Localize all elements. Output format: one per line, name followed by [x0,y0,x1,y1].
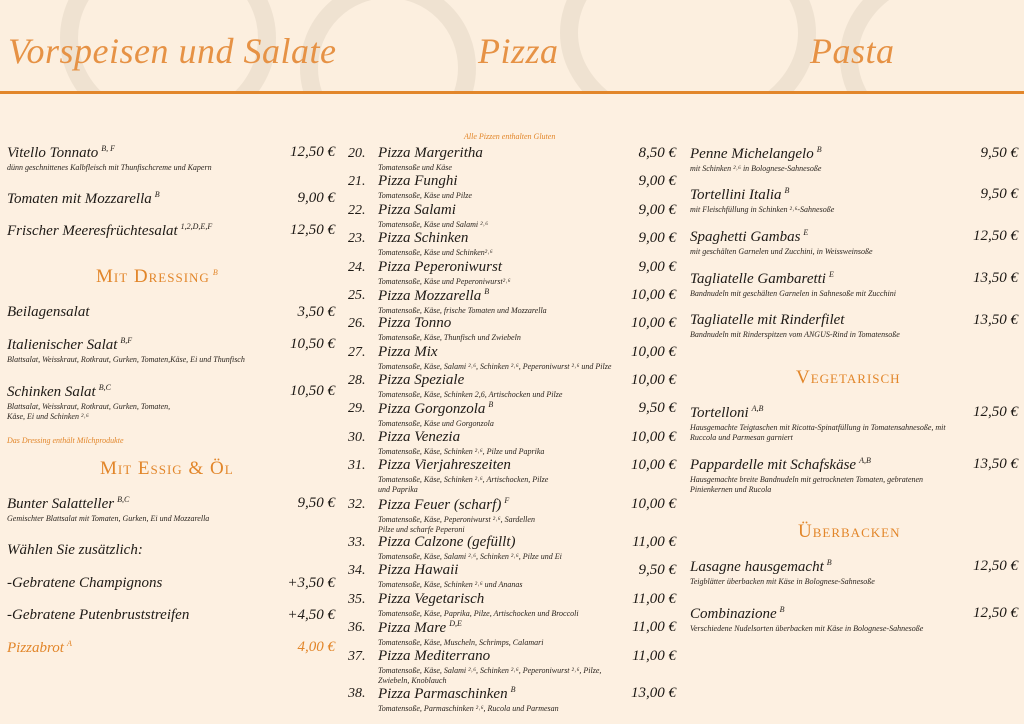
item-name [378,496,535,514]
item-price: 10,00 € [631,496,676,512]
item-name [7,607,189,624]
item-number: 30. [348,430,366,445]
menu-item [7,639,72,657]
section-title-pizza: Pizza [478,31,559,71]
item-name-text: Pizza Vegetarisch [378,591,485,607]
menu-item [690,312,900,340]
header-divider [0,91,1024,94]
item-name-text: Beilagensalat [7,304,90,320]
menu-item [7,607,189,624]
item-description: Tomatensoße, Käse und Pilze [378,191,472,200]
menu-item [378,619,543,648]
menu-item [378,173,472,201]
item-name [378,619,543,637]
item-description: Tomatensoße, Käse, Schinken 2,6, Artischocken und Pilze [378,390,563,399]
item-price: 10,00 € [631,344,676,360]
item-description: Tomatensoße, Käse, Thunfisch und Zwiebeln [378,333,521,342]
item-description: Tomatensoße, Käse und Salami ²˒⁶ [378,220,488,229]
item-number: 22. [348,203,366,218]
item-price: 13,50 € [973,312,1018,328]
allergen-codes: 1,2,D,E,F [180,222,213,231]
item-description: mit geschälten Garnelen und Zucchini, in Weissweinsoße [690,247,873,256]
menu-item [378,259,511,287]
menu-item [7,495,209,524]
item-price: 9,00 € [297,190,335,206]
item-name [378,202,488,219]
item-name-text: Pizza Calzone (gefüllt) [378,534,516,550]
allergen-codes: B [510,685,516,694]
menu-header [0,0,1024,91]
item-number: 38. [348,686,366,701]
item-name-text: -Gebratene Champignons [7,575,163,591]
item-name [7,495,209,513]
menu-item [378,230,493,258]
item-name [7,144,212,162]
item-price: 9,50 € [980,186,1018,202]
item-name-text: Wählen Sie zusätzlich: [7,542,143,558]
item-name-text: Lasagne hausgemacht [690,559,824,575]
menu-item [378,429,544,457]
dressing-note: Das Dressing enthält Milchprodukte [7,436,124,445]
allergen-codes: A [66,639,72,648]
item-price: 9,50 € [980,145,1018,161]
item-name [378,315,521,332]
menu-item [378,287,547,316]
menu-item [690,145,822,174]
item-description: Tomatensoße, Käse, Salami ²˒⁶, Schinken ²˒⁶, Peperoniwurst ²˒⁶, Pilze, Zwiebeln, Knoblauch [378,666,602,685]
item-name-text: Pizza Hawaii [378,562,459,578]
item-name [378,429,544,446]
item-name [690,270,896,288]
item-description: Tomatensoße, Parmaschinken ²˒⁶, Rucola und Parmesan [378,704,559,713]
item-description: Tomatensoße, Käse, Schinken ²˒⁶, Pilze und Paprika [378,447,545,456]
item-name [690,605,923,623]
item-price: 13,00 € [631,685,676,701]
item-price: 10,00 € [631,457,676,473]
item-name [7,222,212,240]
item-price: 10,50 € [290,336,335,352]
item-price: 10,00 € [631,372,676,388]
item-name [378,372,562,389]
item-name-text: Combinazione [690,606,777,622]
item-number: 29. [348,401,366,416]
item-name-text: Pizza Funghi [378,173,458,189]
item-name-text: Tagliatelle mit Rinderfilet [690,312,845,328]
allergen-codes: B [816,145,822,154]
menu-item [378,372,562,400]
item-number: 26. [348,316,366,331]
item-name [378,173,472,190]
item-description: Tomatensoße und Käse [378,163,452,172]
item-name [378,259,511,276]
item-description: Tomatensoße, Käse, Muscheln, Schrimps, Calamari [378,638,544,647]
item-price: 12,50 € [973,404,1018,420]
item-name [690,558,875,576]
item-description: Hausgemachte breite Bandnudeln mit getrockneten Tomaten, gebratenen Pinienkernen und Rucola [690,475,924,494]
allergen-codes: B,F [120,336,133,345]
item-number: 33. [348,535,366,550]
item-price: 9,00 € [638,202,676,218]
item-name [7,383,170,401]
allergen-codes: B [779,605,785,614]
item-description: Tomatensoße, Käse, Schinken ²˒⁶, Artischocken, Pilze und Paprika [378,475,549,494]
item-name [7,304,90,321]
item-name-text: Italienischer Salat [7,337,118,353]
menu-item [378,534,562,562]
menu-item [378,202,488,230]
section-title-pasta: Pasta [810,31,895,71]
item-name-text: Tomaten mit Mozzarella [7,191,152,207]
menu-item [378,562,523,590]
item-price: 10,50 € [290,383,335,399]
item-name [378,230,493,247]
menu-item [7,336,245,365]
item-name-text: Pizza Mix [378,344,438,360]
menu-item [7,542,143,559]
gluten-note: Alle Pizzen enthalten Gluten [464,132,556,141]
allergen-codes: A,B [859,456,871,465]
item-name-text: Pizza Gorgonzola [378,401,486,417]
item-name-text: Pizza Schinken [378,230,469,246]
item-price: 12,50 € [973,558,1018,574]
item-name [378,287,547,305]
item-name-text: Pizza Mozzarella [378,288,482,304]
allergen-codes: B [784,186,790,195]
menu-item [690,605,923,634]
allergen-codes: E [828,270,834,279]
menu-item [7,144,212,173]
item-description: Bandnudeln mit Rinderspitzen vom ANGUS-Rind in Tomatensoße [690,330,900,339]
item-description: Tomatensoße, Käse, frische Tomaten und Mozzarella [378,306,547,315]
heading-vegetarisch: Vegetarisch [796,367,901,388]
item-name-text: Tagliatelle Gambaretti [690,271,826,287]
item-price: 11,00 € [632,619,676,635]
menu-item [378,400,494,429]
item-name [378,400,494,418]
menu-item [690,228,873,257]
allergen-codes: B,C [117,495,130,504]
allergen-codes: D,E [449,619,462,628]
menu-item [378,344,611,372]
menu-item [378,591,579,619]
item-description: Tomatensoße, Käse und Gorgonzola [378,419,494,428]
menu-item [378,496,535,535]
item-name [378,562,523,579]
allergen-codes: B, F [101,144,116,153]
item-description: Tomatensoße, Käse, Peperoniwurst ²˒⁶, Sardellen Pilze und scharfe Peperoni [378,515,535,534]
item-description: Teigblätter überbacken mit Käse in Bolognese-Sahnesoße [690,577,875,586]
item-name-text: Pizza Mare [378,620,447,636]
menu-item [690,404,946,443]
item-description: Hausgemachte Teigtaschen mit Ricotta-Spinatfüllung in Tomatensahnesoße, mit Ruccola und Parmesan garniert [690,423,946,442]
item-description: Tomatensoße, Käse und Schinken²˒⁶ [378,248,493,257]
item-name [690,228,873,246]
item-name [690,186,834,204]
item-price: 9,00 € [638,259,676,275]
heading-ueberbacken: Überbacken [798,521,901,542]
item-name-text: Pizza Vierjahreszeiten [378,457,511,473]
item-price: 10,00 € [631,315,676,331]
menu-item [690,186,834,215]
item-price: 8,50 € [638,145,676,161]
item-name [378,685,559,703]
item-description: Gemischter Blattsalat mit Tomaten, Gurken, Ei und Mozzarella [7,514,210,523]
item-number: 34. [348,563,366,578]
item-price: 3,50 € [297,304,335,320]
menu-item [378,145,483,173]
item-name-text: Pizzabrot [7,640,64,656]
item-number: 23. [348,231,366,246]
section-title-vorspeisen: Vorspeisen und Salate [8,31,337,71]
allergen-codes: F [504,496,510,505]
item-price: +4,50 € [287,607,335,623]
item-name [7,575,162,592]
menu-item [690,456,923,495]
allergen-codes: B [484,287,490,296]
item-name [378,648,601,665]
item-name [690,456,923,474]
item-name-text: Spaghetti Gambas [690,229,801,245]
item-price: 10,00 € [631,429,676,445]
item-name [7,336,245,354]
item-name [378,534,562,551]
item-number: 20. [348,146,366,161]
heading-mit-dressing: Mit Dressing $^B$ [96,266,219,287]
item-price: 11,00 € [632,648,676,664]
item-name-text: Pizza Tonno [378,315,452,331]
item-description: Tomatensoße, Käse und Peperoniwurst²˒⁶ [378,277,511,286]
item-description: Verschiedene Nudelsorten überbacken mit Käse in Bolognese-Sahnesoße [690,624,924,633]
allergen-codes: A,B [751,404,764,413]
item-description: Tomatensoße, Käse, Salami ²˒⁶, Schinken ²˒⁶, Peperoniwurst ²˒⁶ und Pilze [378,362,612,371]
item-name [690,145,822,163]
item-description: Tomatensoße, Käse, Paprika, Pilze, Artischocken und Broccoli [378,609,579,618]
menu-item [690,270,896,299]
item-name [378,344,611,361]
allergen-codes: B,C [98,383,111,392]
item-name-text: Pizza Mediterrano [378,648,491,664]
item-description: Blattsalat, Weisskraut, Rotkraut, Gurken, Tomaten, Käse, Ei und Schinken ²˒⁶ [7,402,171,421]
item-price: 4,00 € [297,639,335,655]
item-price: 12,50 € [290,222,335,238]
item-name-text: Pizza Salami [378,202,456,218]
menu-item [7,575,162,592]
item-name-text: Pizza Peperoniwurst [378,259,503,275]
item-description: Tomatensoße, Käse, Schinken ²˒⁶ und Ananas [378,580,523,589]
heading-mit-essig-oel: Mit Essig & Öl [100,458,234,479]
menu-item [378,457,548,495]
allergen-codes: B [488,400,494,409]
item-price: 12,50 € [973,605,1018,621]
item-number: 24. [348,260,366,275]
item-name-text: Pappardelle mit Schafskäse [690,457,857,473]
item-name-text: Schinken Salat [7,384,96,400]
item-price: 13,50 € [973,270,1018,286]
item-price: 9,50 € [297,495,335,511]
item-description: dünn geschnittenes Kalbfleisch mit Thunfischcreme und Kapern [7,163,212,172]
menu-item [7,304,90,321]
item-name [7,190,160,208]
item-name-text: -Gebratene Putenbruststreifen [7,607,190,623]
item-number: 21. [348,174,366,189]
menu-item [7,190,160,208]
item-name-text: Vitello Tonnato [7,145,99,161]
item-name-text: Pizza Venezia [378,429,461,445]
menu-item [378,648,601,686]
item-name [690,312,900,329]
item-price: 9,00 € [638,230,676,246]
item-price: 10,00 € [631,287,676,303]
item-name-text: Frischer Meeresfrüchtesalat [7,223,178,239]
item-price: 12,50 € [290,144,335,160]
item-name [378,145,483,162]
menu-item [7,222,212,240]
item-number: 27. [348,345,366,360]
menu-item [378,315,521,343]
item-name [7,639,72,657]
item-name-text: Tortelloni [690,405,749,421]
item-description: mit Schinken ²˒⁶ in Bolognese-Sahnesoße [690,164,822,173]
item-name [7,542,143,559]
allergen-codes: B [154,190,160,199]
item-name-text: Pizza Speziale [378,372,465,388]
item-price: 9,50 € [638,400,676,416]
item-name-text: Tortellini Italia [690,187,782,203]
allergen-codes: B [826,558,832,567]
item-number: 28. [348,373,366,388]
item-name-text: Pizza Margeritha [378,145,483,161]
item-number: 36. [348,620,366,635]
item-price: 13,50 € [973,456,1018,472]
menu-item [378,685,559,714]
item-price: +3,50 € [287,575,335,591]
item-name-text: Penne Michelangelo [690,146,814,162]
item-name [690,404,946,422]
ornament [560,0,816,91]
allergen-codes: E [803,228,809,237]
item-name [378,591,579,608]
item-number: 35. [348,592,366,607]
item-name-text: Pizza Parmaschinken [378,686,508,702]
item-number: 31. [348,458,366,473]
item-number: 32. [348,497,366,512]
menu-item [690,558,875,587]
item-name [378,457,548,474]
item-description: Blattsalat, Weisskraut, Rotkraut, Gurken, Tomaten,Käse, Ei und Thunfisch [7,355,245,364]
item-number: 25. [348,288,366,303]
menu-item [7,383,170,422]
item-price: 11,00 € [632,534,676,550]
item-price: 9,00 € [638,173,676,189]
item-price: 12,50 € [973,228,1018,244]
item-description: Bandnudeln mit geschälten Garnelen in Sahnesoße mit Zucchini [690,289,896,298]
item-price: 11,00 € [632,591,676,607]
item-description: Tomatensoße, Käse, Salami ²˒⁶, Schinken ²˒⁶, Pilze und Ei [378,552,562,561]
item-name-text: Pizza Feuer (scharf) [378,497,502,513]
item-number: 37. [348,649,366,664]
item-name-text: Bunter Salatteller [7,496,115,512]
item-price: 9,50 € [638,562,676,578]
item-description: mit Fleischfüllung in Schinken ²˒⁶-Sahnesoße [690,205,835,214]
